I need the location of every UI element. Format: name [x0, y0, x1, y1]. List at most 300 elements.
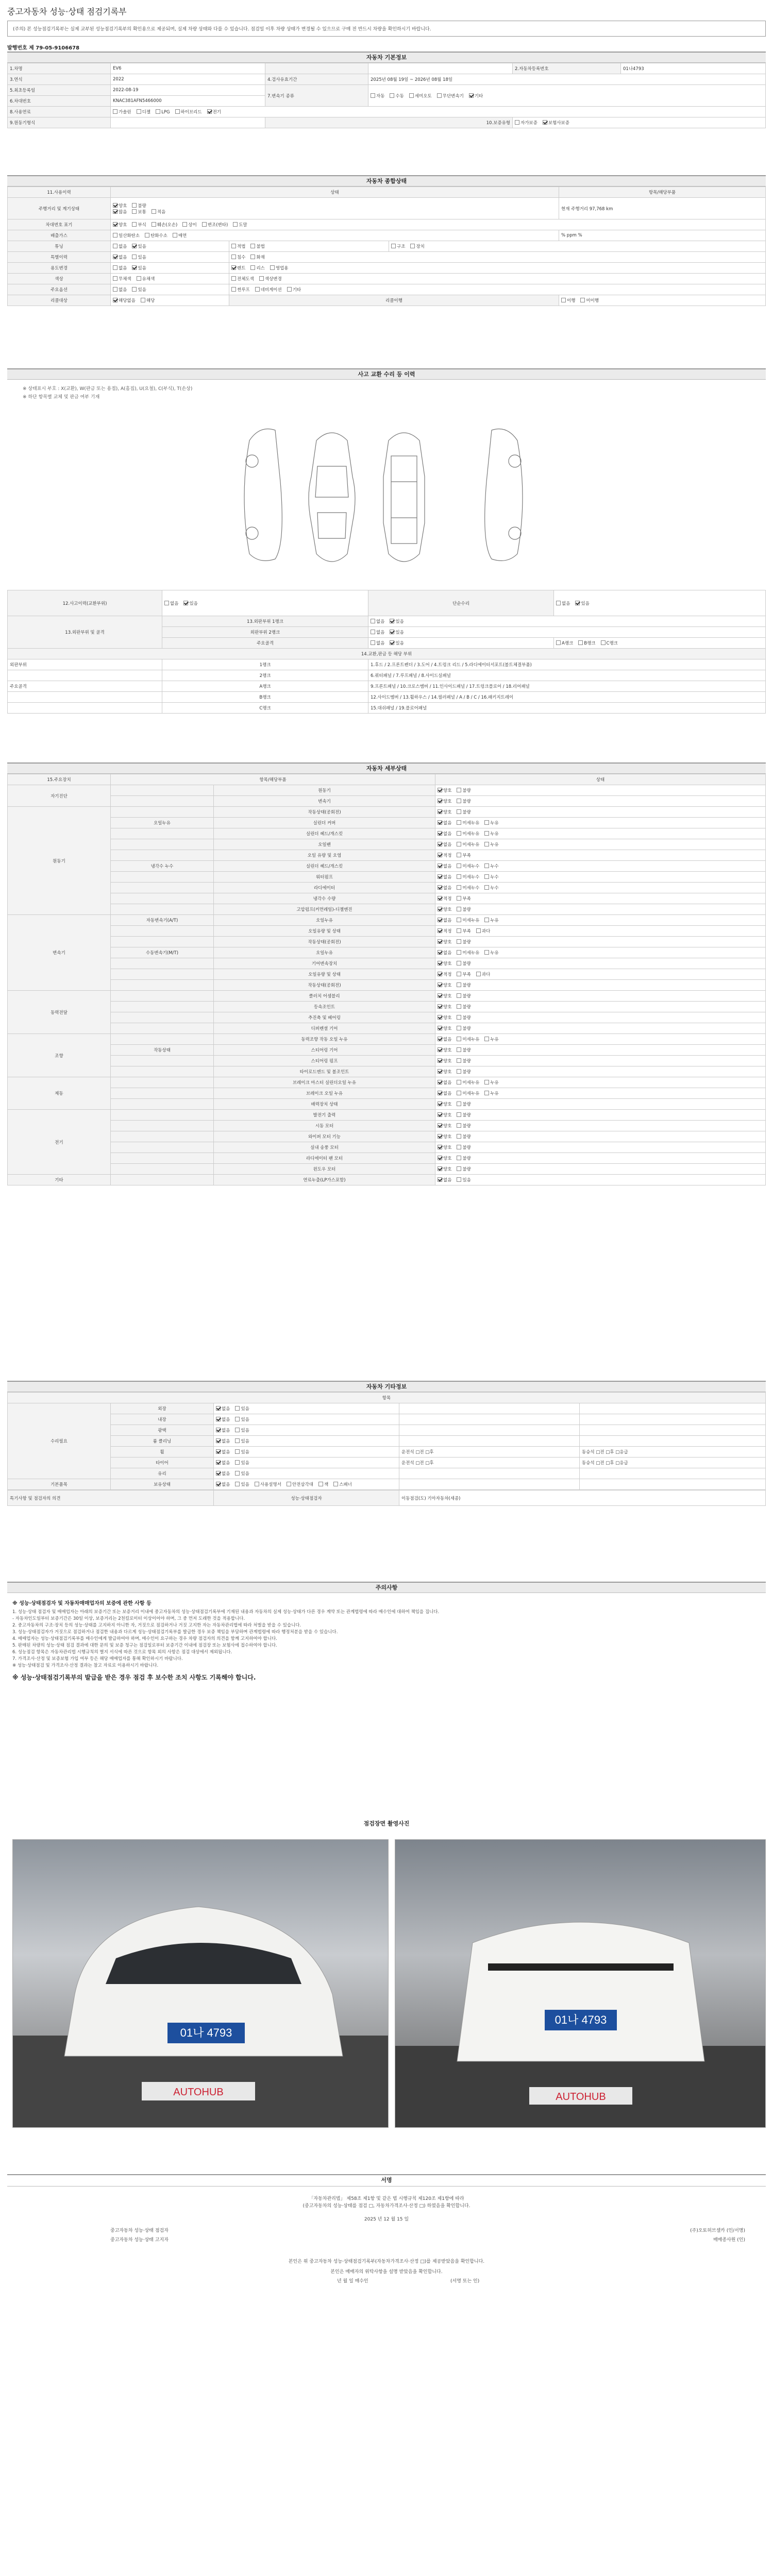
mileage-value: 현재 주행거리 97,768 km	[559, 198, 766, 219]
checkbox-icon	[438, 896, 442, 901]
checkbox-option: 부족	[457, 971, 470, 977]
checkbox-icon	[457, 788, 461, 792]
checkbox-option: 부족	[457, 928, 470, 934]
checkbox-icon	[438, 961, 442, 965]
photos-section	[7, 1819, 766, 1830]
table-row	[8, 828, 766, 839]
checkbox-icon	[438, 1166, 442, 1171]
table-row	[8, 991, 766, 1002]
checkbox-option: 미세누유	[457, 1079, 479, 1086]
checkbox-option: 양호	[438, 906, 451, 912]
checkbox-option: 양호	[438, 1047, 451, 1053]
checkbox-option: 누유	[484, 1036, 498, 1042]
checkbox-icon	[484, 831, 489, 836]
checkbox-icon	[457, 1123, 461, 1128]
table-row	[8, 1056, 766, 1066]
item-label: 냉각수 수량	[214, 893, 435, 904]
item-label: 기어변속장치	[214, 958, 435, 969]
checkbox-option: 누유	[484, 950, 498, 956]
item-label: 외장	[111, 1403, 214, 1414]
checkbox-option: 불량	[457, 1014, 470, 1021]
label: 차대번호 표기	[8, 219, 111, 230]
plate-text: 01나 4793	[180, 2026, 232, 2039]
value: EV6	[111, 63, 265, 74]
table-row	[8, 1002, 766, 1012]
checkbox-option: 있음	[235, 1449, 249, 1455]
item-status	[435, 861, 766, 872]
section-header: 주의사항	[7, 1582, 766, 1593]
checkbox-option: 양호	[438, 939, 451, 945]
checkbox-option: 누유	[484, 917, 498, 923]
item-label: 스티어링 펌프	[214, 1056, 435, 1066]
checkbox-option: 양호	[438, 1004, 451, 1010]
checkbox-option: 양호	[438, 1101, 451, 1107]
item-status	[435, 947, 766, 958]
item-status	[435, 850, 766, 861]
item-label: 발전기 출력	[214, 1110, 435, 1121]
item-status	[435, 872, 766, 883]
total-status-table: 11.사용이력 상태 항목/해당부품 주행거리 및 계기상태 양호 불량 많음 보통 적음 현재 주행거리 97,768 km 차대번호 표기 양호 부식 훼손(오손) 상이 변조(변타) 도말 배출가스 일산화탄소 탄화수소 매연 % ppm % 튜닝 없음 있음 적법 불법 구조 장치 특별이력 없음 있음 침수 화재 용도변경 없음 있음 렌트 리스 영업용 색상 무채색 유채색 전체도색 색상변경 주요옵션 없음 있음 썬루프 네비게이션 기타 리콜대상 해당없음 해당 리콜이행 이행 미이행	[7, 187, 766, 306]
item-status	[435, 796, 766, 807]
table-row	[8, 1077, 766, 1088]
item-label: 유리	[111, 1468, 214, 1479]
checkbox-option: 불량	[457, 1004, 470, 1010]
item-label: 라디에이터	[214, 883, 435, 893]
item-status	[435, 1099, 766, 1110]
item-status	[435, 1164, 766, 1175]
item-status	[435, 1153, 766, 1164]
table-row	[8, 1468, 766, 1479]
checkbox-option: 불량	[457, 960, 470, 967]
item-label: 디퍼렌셜 기어	[214, 1023, 435, 1034]
table-row	[8, 1121, 766, 1131]
item-label: 와이퍼 모터 기능	[214, 1131, 435, 1142]
checkbox-icon	[457, 982, 461, 987]
checkbox-option: 적정	[438, 852, 451, 858]
document-title: 중고자동차 성능·상태 점검기록부	[7, 7, 127, 16]
table-row	[8, 1164, 766, 1175]
total-status-section	[7, 175, 766, 306]
checkbox-icon	[438, 1101, 442, 1106]
table-row	[8, 937, 766, 947]
checkbox-icon	[438, 885, 442, 890]
checkbox-option: 없음	[438, 950, 451, 956]
table-row	[8, 1153, 766, 1164]
value	[111, 117, 265, 128]
checkbox-icon	[476, 928, 481, 933]
checkbox-option: 없음	[216, 1427, 230, 1433]
checkbox-icon	[438, 853, 442, 857]
checkbox-option: 없음	[438, 885, 451, 891]
checkbox-icon	[438, 939, 442, 944]
item-label: 실린더 커버	[214, 818, 435, 828]
group-label: 변속기	[8, 915, 111, 991]
checkbox-icon	[438, 820, 442, 825]
checkbox-icon	[457, 853, 461, 857]
item-label: 오일 유량 및 오염	[214, 850, 435, 861]
table-row: 오일누유 실린더 커버 없음 미세누유 누유	[8, 818, 766, 828]
col-header: 항목/해당부품	[559, 187, 766, 198]
value: 2025년 08월 19일 ~ 2026년 08월 18일	[368, 74, 766, 85]
item-status	[435, 926, 766, 937]
checkbox-option: 누유	[484, 831, 498, 837]
item-label: 작동상태(공회전)	[214, 937, 435, 947]
table-row	[8, 1099, 766, 1110]
label: 9.원동기형식	[8, 117, 111, 128]
checkbox-option: 적정	[438, 895, 451, 902]
other-info-section	[7, 1381, 766, 1506]
item-label: 작동상태(공회전)	[214, 980, 435, 991]
plate-value: 01나4793	[621, 63, 766, 74]
item-status	[435, 1077, 766, 1088]
checkbox-icon	[457, 799, 461, 803]
checkbox-option: 없음	[216, 1449, 230, 1455]
label: 튜닝	[8, 241, 111, 252]
item-label: 오일유량 및 상태	[214, 969, 435, 980]
item-status	[435, 991, 766, 1002]
checkbox-icon	[438, 950, 442, 955]
item-status	[435, 1088, 766, 1099]
checkbox-icon	[255, 1482, 259, 1486]
checkbox-option: 있음	[235, 1405, 249, 1412]
mileage-options: 양호 불량 많음 보통 적음	[111, 198, 559, 219]
checkbox-icon	[484, 885, 489, 890]
checkbox-icon	[457, 950, 461, 955]
checkbox-option: 적정	[438, 971, 451, 977]
checkbox-option: 불량	[457, 1047, 470, 1053]
table-row: 수리필요 외장 없음 있음	[8, 1403, 766, 1414]
checkbox-option: 미세누유	[457, 950, 479, 956]
table-row	[8, 1175, 766, 1185]
checkbox-icon	[457, 1037, 461, 1041]
checkbox-icon	[235, 1449, 240, 1454]
checkbox-icon	[438, 1015, 442, 1020]
checkbox-icon	[438, 982, 442, 987]
checkbox-icon	[438, 1091, 442, 1095]
checkbox-option: 양호	[438, 1144, 451, 1150]
checkbox-option: 없음	[216, 1470, 230, 1477]
group-label: 원동기	[8, 807, 111, 915]
checkbox-option: 없음	[216, 1481, 230, 1487]
legend-line: ※ 하단 항목별 교체 및 판금 여부 기재	[23, 395, 100, 400]
checkbox-option: 잭	[318, 1481, 328, 1487]
item-label: 클러치 어셈블리	[214, 991, 435, 1002]
checkbox-option: 미세누유	[457, 820, 479, 826]
checkbox-icon	[457, 1145, 461, 1149]
label: 주요옵션	[8, 284, 111, 295]
item-status	[435, 969, 766, 980]
signature-section: 서명 「자동차관리법」 제58조 제1항 및 같은 법 시행규칙 제120조 제1항에 따라 (중고자동차의 성능·상태를 점검 □, 자동차가격조사·산정 □) 하였음을 확인합니다. 2025 년 12 월 15 일 중고자동차 성능·상태 점검자 (주)오토허브셀카 (인/서명) 중고자동차 성능·상태 고지자 매매종사원 (인) 본인은 위 중고자동차 성능·상태점검기록부(자동차가격조사·산정 □)를 제공받았음을 확인합니다. 본인은 매매자의 위탁사항을 설명 받았음을 확인합니다. 년 월 일 매수인 (서명 또는 인)	[7, 2174, 766, 2293]
item-status	[435, 1175, 766, 1185]
checkbox-icon	[235, 1471, 240, 1476]
item-label: 오일유량 및 상태	[214, 926, 435, 937]
checkbox-icon	[438, 907, 442, 911]
checkbox-option: 양호	[438, 1025, 451, 1031]
checkbox-icon	[484, 820, 489, 825]
checkbox-option: 불량	[457, 993, 470, 999]
label: 색상	[8, 274, 111, 284]
checkbox-option: 양호	[438, 993, 451, 999]
label: 6.차대번호	[8, 96, 111, 107]
checkbox-option: 사용설명서	[255, 1481, 281, 1487]
checkbox-icon	[484, 918, 489, 922]
label: 특별이력	[8, 252, 111, 263]
checkbox-icon	[438, 1047, 442, 1052]
checkbox-icon	[438, 928, 442, 933]
col-header: 11.사용이력	[8, 187, 111, 198]
plate-text: 01나 4793	[554, 2013, 607, 2026]
item-status	[435, 1110, 766, 1121]
item-label: 추진축 및 베어링	[214, 1012, 435, 1023]
checkbox-option: 미세누유	[457, 917, 479, 923]
label: 8.사용연료	[8, 107, 111, 117]
item-label: 룸 클리닝	[111, 1436, 214, 1447]
item-label: 브레이크 오일 누유	[214, 1088, 435, 1099]
checkbox-option: 없음	[438, 863, 451, 869]
table-row	[8, 980, 766, 991]
checkbox-option: 불량	[457, 1123, 470, 1129]
section-header: 자동차 세부상태	[7, 762, 766, 774]
table-row: 기본품목 보유상태 없음 있음 사용설명서 안전삼각대 잭 스패너	[8, 1479, 766, 1490]
checkbox-option: 있음	[235, 1481, 249, 1487]
checkbox-option: 불량	[457, 1101, 470, 1107]
accident-diagram-section	[7, 368, 766, 585]
group-label: 동력전달	[8, 991, 111, 1034]
checkbox-icon	[438, 799, 442, 803]
item-label: 보유상태	[111, 1479, 214, 1490]
item-label: 고압펌프(커먼레일)-디젤엔진	[214, 904, 435, 915]
checkbox-option: 양호	[438, 1112, 451, 1118]
checkbox-option: 양호	[438, 1155, 451, 1161]
checkbox-icon	[438, 1177, 442, 1182]
item-status	[435, 1066, 766, 1077]
section-header: 자동차 기본정보	[7, 52, 766, 63]
checkbox-icon	[484, 1080, 489, 1084]
item-label: 실린더 헤드/개스킷	[214, 828, 435, 839]
checkbox-icon	[484, 874, 489, 879]
checkbox-icon	[216, 1417, 221, 1421]
item-label: 시동 모터	[214, 1121, 435, 1131]
checkbox-icon	[216, 1482, 221, 1486]
checkbox-icon	[216, 1438, 221, 1443]
front-photo	[12, 1839, 389, 2128]
group-label: 기타	[8, 1175, 111, 1185]
checkbox-icon	[484, 842, 489, 846]
table-row	[8, 926, 766, 937]
item-label: 브레이크 마스터 실린더오일 누유	[214, 1077, 435, 1088]
checkbox-option: 불량	[457, 1069, 470, 1075]
vin-value: KNAC381AFN5466000	[111, 96, 265, 107]
checkbox-option: 미세누유	[457, 1090, 479, 1096]
checkbox-option: 양호	[438, 1014, 451, 1021]
checkbox-icon	[457, 874, 461, 879]
checkbox-option: 있음	[235, 1460, 249, 1466]
checkbox-option: 없음	[438, 1177, 451, 1183]
item-label: 내장	[111, 1414, 214, 1425]
checkbox-icon	[235, 1460, 240, 1465]
value: 2022-08-19	[111, 85, 265, 96]
label: 5.최초등록일	[8, 85, 111, 96]
checkbox-icon	[457, 907, 461, 911]
checkbox-icon	[457, 961, 461, 965]
checkbox-icon	[484, 1091, 489, 1095]
item-label: 타이어	[111, 1458, 214, 1468]
item-status	[435, 980, 766, 991]
checkbox-icon	[457, 896, 461, 901]
checkbox-icon	[438, 993, 442, 998]
checkbox-option: 있음	[235, 1416, 249, 1422]
section-header: 점검장면 촬영사진	[7, 1819, 766, 1830]
table-row	[8, 969, 766, 980]
checkbox-icon	[484, 863, 489, 868]
document-number: 발행번호 제 79-05-9106678	[7, 45, 80, 51]
table-row	[8, 1436, 766, 1447]
checkbox-icon	[438, 874, 442, 879]
checkbox-option: 미세누수	[457, 863, 479, 869]
value: 2022	[111, 74, 265, 85]
checkbox-icon	[457, 831, 461, 836]
checkbox-option: 없음	[216, 1416, 230, 1422]
checkbox-icon	[438, 1134, 442, 1139]
checkbox-icon	[457, 809, 461, 814]
checkbox-option: 양호	[438, 1069, 451, 1075]
checkbox-icon	[457, 842, 461, 846]
item-label: 원동기	[214, 785, 435, 796]
table-row: 타이어 없음 있음 운전석 □전 □후 동승석 □전 □후 □응급	[8, 1458, 766, 1468]
checkbox-option: 없음	[438, 1090, 451, 1096]
checkbox-option: 적정	[438, 928, 451, 934]
car-rear-image	[395, 1840, 766, 2128]
checkbox-icon	[235, 1417, 240, 1421]
label: 리콜대상	[8, 295, 111, 306]
checkbox-icon	[484, 950, 489, 955]
checkbox-option: 없음	[438, 1079, 451, 1086]
item-label: 스티어링 기어	[214, 1045, 435, 1056]
table-row	[8, 1414, 766, 1425]
item-label: 타이로드엔드 및 볼조인트	[214, 1066, 435, 1077]
col-header: 상태	[111, 187, 559, 198]
table-row: 냉각수 누수 실린더 헤드/개스킷 없음 미세누수 누수	[8, 861, 766, 872]
item-status	[435, 1121, 766, 1131]
table-row	[8, 1034, 766, 1045]
checkbox-option: 불량	[457, 982, 470, 988]
checkbox-icon	[457, 1134, 461, 1139]
checkbox-option: 불량	[457, 1133, 470, 1140]
checkbox-icon	[457, 928, 461, 933]
item-status	[435, 1131, 766, 1142]
accident-history-table: 12.사고이력(교환부위) 없음 있음 단순수리 없음 있음 13.외판부위 및 골격 13.외판부위 1랭크 없음 있음 외판부위 2랭크 없음 있음 주요골격 없음 있음 A랭크 B랭크 C랭크 14.교환,판금 등 해당 부위 외판부위 1랭크 1.후드 / 2.프론트펜더 / 3.도어 / 4.트렁크 리드 / 5.라디에이터서포트(볼트체결부품) 2랭크 6.쿼터패널 / 7.루프패널 / 8.사이드실패널 주요골격 A랭크 9.프론트패널 / 10.크로스멤버 / 11.인사이드패널 / 17.트렁크플로어 / 18.리어패널 B랭크 12.사이드멤버 / 13.휠하우스 / 14.필러패널 / A / B / C / 16.패키지트레이 C랭크 15.대쉬패널 / 19.플로어패널	[7, 590, 766, 714]
checkbox-icon	[438, 972, 442, 976]
checkbox-icon	[216, 1460, 221, 1465]
checkbox-option: 없음	[216, 1405, 230, 1412]
checkbox-option: 없음	[438, 820, 451, 826]
table-row	[8, 1425, 766, 1436]
table-row	[8, 904, 766, 915]
brand-text: AUTOHUB	[556, 2091, 606, 2103]
accident-history-section	[7, 590, 766, 714]
checkbox-icon	[235, 1406, 240, 1411]
item-label: 라디에이터 팬 모터	[214, 1153, 435, 1164]
table-row: 변속기 자동변속기(A/T) 오일누유 없음 미세누유 누유	[8, 915, 766, 926]
item-status	[435, 1012, 766, 1023]
checkbox-option: 양호	[438, 960, 451, 967]
checkbox-option: 양호	[438, 787, 451, 793]
checkbox-option: 불량	[457, 1155, 470, 1161]
checkbox-icon	[457, 1026, 461, 1030]
caution-notes: ※ 성능·상태점검자 및 자동차매매업자의 보증에 관한 사항 등 1. 성능·상태 점검자 및 매매업자는 아래의 보증기간 또는 보증거리 이내에 중고자동차의 성능·상태점검기록부에 기재된 내용과 자동차의 실제 성능·상태가 다른 경우 계약 또는 관계법령에 따라 매수인에 대하여 책임을 집니다. - 자동차인도일부터 보증기간은 30일 이상, 보증거리는 2천킬로미터 이상이어야 하며, 그 중 먼저 도래한 것을 적용합니다. 2. 중고자동차의 구조·장치 등의 성능·상태를 고지하지 아니한 자, 거짓으로 점검하거나 거짓 고지한 자는 자동차관리법에 따라 처벌을 받을 수 있습니다. 3. 성능·상태점검자가 거짓으로 점검하거나 점검한 내용과 다르게 성능·상태점검기록부를 발급한 경우 보증 책임을 부담하며 관계법령에 따라 행정처분을 받을 수 있습니다. 4. 매매업자는 성능·상태점검기록부를 매수인에게 발급하여야 하며, 매수인이 요구하는 경우 차량 점검자의 의견을 함께 고지하여야 합니다. 5. 판매된 차량의 성능·상태 점검 결과에 대한 문의 및 보증 청구는 점검일로부터 보증기간 이내에 점검장 또는 보험사에 접수하여야 합니다. 6. 성능점검 항목은 자동차관리법 시행규칙의 별지 서식에 따른 것으로 항목 외의 사항은 점검 대상에서 제외됩니다. 7. 가격조사·산정 및 보증보험 가입 여부 등은 해당 매매업자를 통해 확인하시기 바랍니다. ※ 성능·상태점검 및 가격조사·산정 결과는 참고 자료로 이용하시기 바랍니다. ※ 성능·상태점검기록부의 발급을 받은 경우 점검 후 보수한 조치 사항도 기록해야 합니다.	[12, 1601, 440, 1681]
checkbox-icon	[457, 1091, 461, 1095]
checkbox-option: 부족	[457, 852, 470, 858]
checkbox-icon	[438, 918, 442, 922]
car-outline-diagram	[229, 420, 559, 574]
item-status	[435, 893, 766, 904]
sign-date: 2025 년 12 월 15 일	[364, 2217, 409, 2222]
checkbox-icon	[457, 1101, 461, 1106]
checkbox-option: 없음	[216, 1460, 230, 1466]
checkbox-icon	[457, 820, 461, 825]
label: 2.자동차등록번호	[513, 63, 621, 74]
item-status	[435, 839, 766, 850]
checkbox-icon	[457, 1047, 461, 1052]
checkbox-option: 없음	[438, 831, 451, 837]
checkbox-icon	[235, 1428, 240, 1432]
checkbox-icon	[457, 1080, 461, 1084]
item-label: 오일누유	[214, 947, 435, 958]
checkbox-icon	[287, 1482, 291, 1486]
checkbox-option: 미세누수	[457, 885, 479, 891]
checkbox-icon	[438, 1080, 442, 1084]
checkbox-icon	[438, 1156, 442, 1160]
checkbox-option: 양호	[438, 982, 451, 988]
legend-line: ※ 상태표시 부호 : X(교환), W(판금 또는 용접), A(흠집), U(요철), C(부식), T(손상)	[23, 386, 193, 392]
item-label: 동력조향 작동 오일 누유	[214, 1034, 435, 1045]
checkbox-option: 불량	[457, 809, 470, 815]
section-header: 자동차 기타정보	[7, 1381, 766, 1392]
fuel-options: 가솔린 디젤 LPG 하이브리드 전기	[111, 107, 766, 117]
checkbox-icon	[484, 1037, 489, 1041]
label: 4.검사유효기간	[265, 74, 368, 85]
checkbox-option: 양호	[438, 1123, 451, 1129]
checkbox-option: 있음	[235, 1470, 249, 1477]
item-label: 휠	[111, 1447, 214, 1458]
checkbox-option: 누수	[484, 885, 498, 891]
caution-section	[7, 1582, 766, 1593]
section-header: 사고 교환 수리 등 이력	[7, 368, 766, 380]
table-row	[8, 1088, 766, 1099]
checkbox-option: 불량	[457, 1144, 470, 1150]
checkbox-icon	[457, 1166, 461, 1171]
label: 용도변경	[8, 263, 111, 274]
item-label: 윈도우 모터	[214, 1164, 435, 1175]
table-row	[8, 1066, 766, 1077]
item-status	[435, 958, 766, 969]
basic-info-section	[7, 52, 766, 128]
table-row	[8, 1012, 766, 1023]
detail-status-table: 15.주요장치 항목/해당부품 상태 자기진단 원동기 양호 불량 변속기 양호 불량 원동기 작동상태(공회전) 양호 불량 오일누유 실린더 커버 없음 미세누유 누유 실린더 헤드/개스킷 없음 미세누유 누유 오일팬 없음 미세누유 누유 오일 유량 및 오염 적정 부족 냉각수 누수 실린더 헤드/개스킷 없음 미세누수 누수 워터펌프 없음 미세누수 누수 라디에이터 없음 미세누수 누수 냉각수 수량 적정 부족 고압펌프(커먼레일)-디젤엔진 양호 불량 변속기 자동변속기(A/T) 오일누유 없음 미세누유 누유 오일유량 및 상태 적정 부족 과다 작동상태(공회전) 양호 불량 수동변속기(M/T) 오일누유 없음 미세누유 누유 기어변속장치 양호 불량 오일유량 및 상태 적정 부족 과다 작동상태(공회전) 양호 불량 동력전달 클러치 어셈블리 양호 불량 등속조인트 양호 불량 추진축 및 베어링 양호 불량 디퍼렌셜 기어 양호 불량 조향 동력조향 작동 오일 누유 없음 미세누유 누유 작동상태 스티어링 기어 양호 불량 스티어링 펌프 양호 불량 타이로드엔드 및 볼조인트 양호 불량 제동 브레이크 마스터 실린더오일 누유 없음 미세누유 누유 브레이크 오일 누유 없음 미세누유 누유 배력장치 상태 양호 불량 전기 발전기 출력 양호 불량 시동 모터 양호 불량 와이퍼 모터 기능 양호 불량 실내 송풍 모터 양호 불량 라디에이터 팬 모터 양호 불량 윈도우 모터 양호 불량 기타 연료누출(LP가스포함) 없음 있음	[7, 774, 766, 1185]
checkbox-option: 양호	[438, 1058, 451, 1064]
item-status	[435, 785, 766, 796]
checkbox-icon	[457, 1177, 461, 1182]
item-label: 광택	[111, 1425, 214, 1436]
label: 3.연식	[8, 74, 111, 85]
table-row	[8, 796, 766, 807]
section-header: 자동차 종합상태	[7, 175, 766, 187]
checkbox-option: 누수	[484, 874, 498, 880]
item-status	[435, 1023, 766, 1034]
checkbox-icon	[438, 1112, 442, 1117]
checkbox-icon	[216, 1406, 221, 1411]
checkbox-icon	[438, 809, 442, 814]
